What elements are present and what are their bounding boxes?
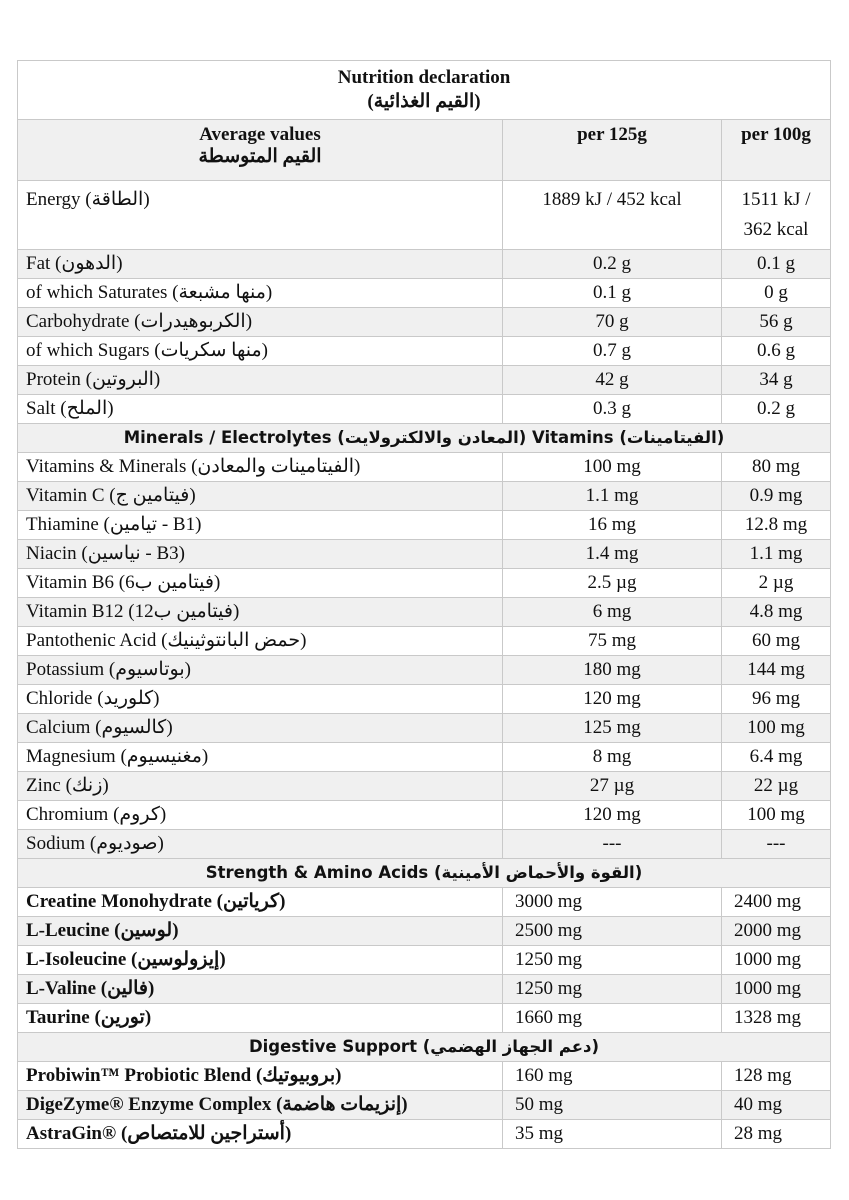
row-label: Vitamin B12 (فيتامين ب12)	[18, 598, 503, 627]
row-label: Vitamin C (فيتامين ج)	[18, 482, 503, 511]
macro-row	[18, 395, 831, 424]
row-label: L-Leucine (لوسين)	[18, 917, 503, 946]
row-label: Thiamine (تيامين - B1)	[18, 511, 503, 540]
row-per100: 0.9 mg	[722, 482, 831, 511]
row-per100: 60 mg	[722, 627, 831, 656]
row-per125: 0.3 g	[503, 395, 722, 424]
row-label: Vitamins & Minerals (الفيتامينات والمعادن)	[18, 453, 503, 482]
row-per100: 56 g	[722, 308, 831, 337]
row-per125: 125 mg	[503, 714, 722, 743]
header-average-values	[18, 120, 503, 181]
table-title	[18, 61, 831, 120]
row-per125: 120 mg	[503, 801, 722, 830]
row-per100: 0.6 g	[722, 337, 831, 366]
macro-row	[18, 250, 831, 279]
row-per125: 6 mg	[503, 598, 722, 627]
mineral-row	[18, 569, 831, 598]
row-per100: 1000 mg	[722, 946, 831, 975]
row-per125: 120 mg	[503, 685, 722, 714]
row-per125: ---	[503, 830, 722, 859]
row-label: Chromium (كروم)	[18, 801, 503, 830]
row-per100: 96 mg	[722, 685, 831, 714]
row-label: Zinc (زنك)	[18, 772, 503, 801]
amino-row	[18, 1004, 831, 1033]
row-label: Vitamin B6 (فيتامين ب6)	[18, 569, 503, 598]
row-label: AstraGin® (أستراجين للامتصاص)	[18, 1120, 503, 1149]
row-per100: 100 mg	[722, 714, 831, 743]
mineral-row	[18, 772, 831, 801]
mineral-row	[18, 830, 831, 859]
mineral-row	[18, 801, 831, 830]
column-header-row	[18, 120, 831, 181]
header-per125: per 125g	[503, 120, 722, 181]
row-per100: 1000 mg	[722, 975, 831, 1004]
title-ar: (القيم الغذائية)	[367, 91, 481, 112]
section-minerals-vitamins-row	[18, 424, 831, 453]
amino-row	[18, 946, 831, 975]
row-per100: 1328 mg	[722, 1004, 831, 1033]
row-per100: 0.1 g	[722, 250, 831, 279]
mineral-row	[18, 482, 831, 511]
row-label: Niacin (نياسين - B3)	[18, 540, 503, 569]
digestive-row	[18, 1091, 831, 1120]
row-per100: 128 mg	[722, 1062, 831, 1091]
row-per125: 70 g	[503, 308, 722, 337]
table-title-row	[18, 61, 831, 120]
header-label-ar: القيم المتوسطة	[198, 146, 322, 167]
row-per100: 12.8 mg	[722, 511, 831, 540]
mineral-row	[18, 743, 831, 772]
energy-per125: 1889 kJ / 452 kcal	[503, 181, 722, 250]
section-amino-acids: Strength & Amino Acids (القوة والأحماض الأمينية)	[18, 859, 831, 888]
row-per100: 4.8 mg	[722, 598, 831, 627]
row-per125: 3000 mg	[503, 888, 722, 917]
section-digestive-support-row	[18, 1033, 831, 1062]
row-label: of which Sugars (منها سكريات)	[18, 337, 503, 366]
row-per125: 0.2 g	[503, 250, 722, 279]
row-label: Magnesium (مغنيسيوم)	[18, 743, 503, 772]
row-per100: 144 mg	[722, 656, 831, 685]
row-label: Taurine (تورين)	[18, 1004, 503, 1033]
energy-row	[18, 181, 831, 250]
row-label: Protein (البروتين)	[18, 366, 503, 395]
row-per100: 40 mg	[722, 1091, 831, 1120]
digestive-row	[18, 1062, 831, 1091]
section-digestive-support: Digestive Support (دعم الجهاز الهضمي)	[18, 1033, 831, 1062]
row-label: L-Valine (فالين)	[18, 975, 503, 1004]
row-per100: 80 mg	[722, 453, 831, 482]
row-per100: 34 g	[722, 366, 831, 395]
mineral-row	[18, 656, 831, 685]
macro-row	[18, 337, 831, 366]
macro-row	[18, 366, 831, 395]
section-amino-acids-row	[18, 859, 831, 888]
row-label: Carbohydrate (الكربوهيدرات)	[18, 308, 503, 337]
row-per100: 28 mg	[722, 1120, 831, 1149]
mineral-row	[18, 511, 831, 540]
energy-label: Energy (الطاقة)	[18, 181, 503, 250]
amino-row	[18, 917, 831, 946]
row-label: Calcium (كالسيوم)	[18, 714, 503, 743]
header-label-en: Average values	[199, 124, 321, 145]
row-per125: 1250 mg	[503, 975, 722, 1004]
row-per125: 180 mg	[503, 656, 722, 685]
row-per125: 1.4 mg	[503, 540, 722, 569]
mineral-row	[18, 598, 831, 627]
row-per125: 2.5 µg	[503, 569, 722, 598]
row-per100: 6.4 mg	[722, 743, 831, 772]
row-label: L-Isoleucine (إيزولوسين)	[18, 946, 503, 975]
row-per125: 8 mg	[503, 743, 722, 772]
row-per125: 2500 mg	[503, 917, 722, 946]
row-label: Potassium (بوتاسيوم)	[18, 656, 503, 685]
row-label: Salt (الملح)	[18, 395, 503, 424]
row-per125: 35 mg	[503, 1120, 722, 1149]
row-per100: 0 g	[722, 279, 831, 308]
row-label: DigeZyme® Enzyme Complex (إنزيمات هاضمة)	[18, 1091, 503, 1120]
row-per100: 2400 mg	[722, 888, 831, 917]
row-per100: 22 µg	[722, 772, 831, 801]
nutrition-table	[17, 60, 831, 1149]
row-per125: 100 mg	[503, 453, 722, 482]
title-en: Nutrition declaration	[337, 67, 511, 88]
row-per125: 0.1 g	[503, 279, 722, 308]
macro-row	[18, 308, 831, 337]
row-label: Sodium (صوديوم)	[18, 830, 503, 859]
amino-row	[18, 975, 831, 1004]
row-per125: 0.7 g	[503, 337, 722, 366]
row-per100: ---	[722, 830, 831, 859]
row-label: Probiwin™ Probiotic Blend (بروبيوتيك)	[18, 1062, 503, 1091]
row-per125: 42 g	[503, 366, 722, 395]
mineral-row	[18, 540, 831, 569]
energy-per100: 1511 kJ / 362 kcal	[722, 181, 831, 250]
amino-row	[18, 888, 831, 917]
macro-row	[18, 279, 831, 308]
row-per125: 1.1 mg	[503, 482, 722, 511]
row-per125: 1660 mg	[503, 1004, 722, 1033]
row-per125: 50 mg	[503, 1091, 722, 1120]
row-per125: 16 mg	[503, 511, 722, 540]
row-per125: 1250 mg	[503, 946, 722, 975]
mineral-row	[18, 627, 831, 656]
digestive-row	[18, 1120, 831, 1149]
row-per125: 160 mg	[503, 1062, 722, 1091]
row-label: of which Saturates (منها مشبعة)	[18, 279, 503, 308]
row-per100: 2000 mg	[722, 917, 831, 946]
row-label: Fat (الدهون)	[18, 250, 503, 279]
row-label: Creatine Monohydrate (كرياتين)	[18, 888, 503, 917]
row-per100: 100 mg	[722, 801, 831, 830]
mineral-row	[18, 714, 831, 743]
row-per125: 27 µg	[503, 772, 722, 801]
row-per100: 1.1 mg	[722, 540, 831, 569]
row-per125: 75 mg	[503, 627, 722, 656]
row-per100: 2 µg	[722, 569, 831, 598]
row-label: Pantothenic Acid (حمض البانتوثينيك)	[18, 627, 503, 656]
mineral-row	[18, 453, 831, 482]
header-per100: per 100g	[722, 120, 831, 181]
row-per100: 0.2 g	[722, 395, 831, 424]
row-label: Chloride (كلوريد)	[18, 685, 503, 714]
mineral-row	[18, 685, 831, 714]
section-minerals-vitamins: Minerals / Electrolytes (المعادن والالكترولايت) Vitamins (الفيتامينات)	[18, 424, 831, 453]
